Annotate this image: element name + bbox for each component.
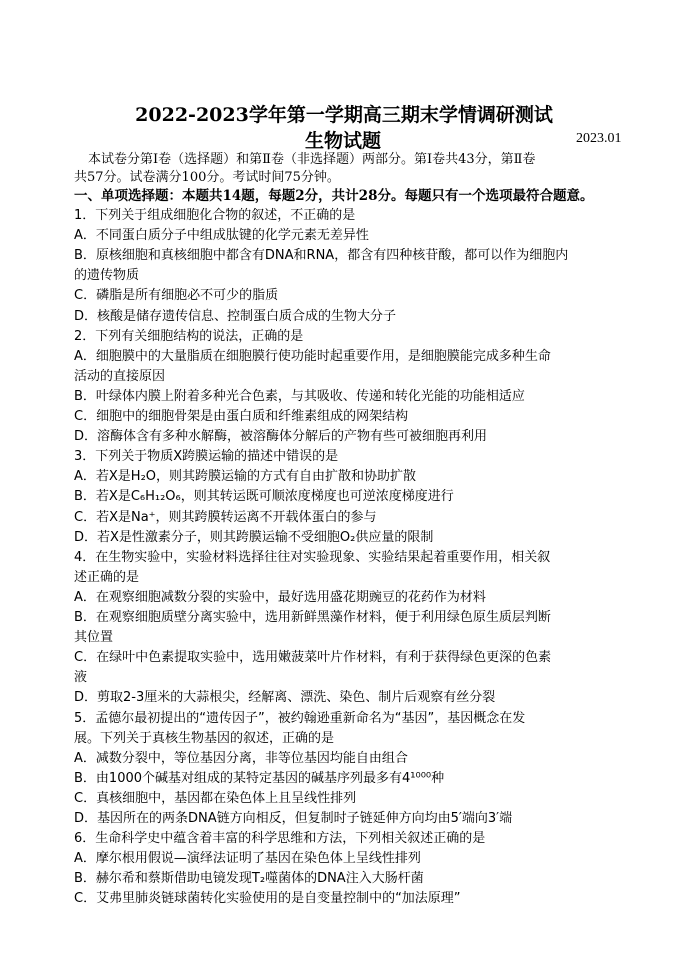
question-line: A．摩尔根用假说—演绎法证明了基因在染色体上呈线性排列 [74,851,421,867]
question-line: 展。下列关于真核生物基因的叙述，正确的是 [74,730,335,746]
question-line: D．溶酶体含有多种水解酶，被溶酶体分解后的产物有些可被细胞再利用 [74,429,488,445]
question-line: B．在观察细胞质壁分离实验中，选用新鲜黑藻作材料，便于利用绿色原生质层判断 [74,610,551,625]
question-line: 2．下列有关细胞结构的说法，正确的是 [74,328,304,344]
question-line: 述正确的是 [74,569,140,585]
question-line: A．不同蛋白质分子中组成肽键的化学元素无差异性 [74,228,369,244]
question-line: D．若X是性激素分子，则其跨膜运输不受细胞O₂供应量的限制 [74,529,434,545]
intro-line-1: 本试卷分第Ⅰ卷（选择题）和第Ⅱ卷（非选择题）两部分。第Ⅰ卷共43分，第Ⅱ卷 [88,152,536,167]
question-line: 活动的直接原因 [74,368,166,384]
question-line: D．剪取2-3厘米的大蒜根尖，经解离、漂洗、染色、制片后观察有丝分裂 [74,690,496,706]
question-line: C．若X是Na⁺，则其跨膜转运离不开载体蛋白的参与 [74,509,377,525]
question-line: B．赫尔希和蔡斯借助电镜发现T₂噬菌体的DNA注入大肠杆菌 [74,871,424,887]
question-line: C．细胞中的细胞骨架是由蛋白质和纤维素组成的网架结构 [74,409,409,424]
question-line: B．若X是C₆H₁₂O₆，则其转运既可顺浓度梯度也可逆浓度梯度进行 [74,489,454,505]
question-line: B．叶绿体内膜上附着多种光合色素，与其吸收、传递和转化光能的功能相适应 [74,388,525,404]
question-line: D．基因所在的两条DNA链方向相反，但复制时子链延伸方向均由5′端向3′端 [74,811,513,826]
section-heading: 一、单项选择题：本题共14题，每题2分，共计28分。每题只有一个选项最符合题意。 [74,188,594,204]
question-line: 的遗传物质 [74,268,140,284]
question-line: D．核酸是储存遗传信息、控制蛋白质合成的生物大分子 [74,308,397,324]
question-line: 4．在生物实验中，实验材料选择往往对实验现象、实验结果起着重要作用，相关叙 [74,549,551,565]
question-line: 5．孟德尔最初提出的“遗传因子”，被约翰逊重新命名为“基因”，基因概念在发 [74,710,526,726]
question-line: 6．生命科学史中蕴含着丰富的科学思维和方法，下列相关叙述正确的是 [74,831,486,847]
question-line: C．艾弗里肺炎链球菌转化实验使用的是自变量控制中的“加法原理” [74,891,461,907]
question-line: A．在观察细胞减数分裂的实验中，最好选用盛花期豌豆的花药作为材料 [74,589,486,605]
question-line: C．真核细胞中，基因都在染色体上且呈线性排列 [74,790,357,806]
question-line: A．若X是H₂O，则其跨膜运输的方式有自由扩散和协助扩散 [74,469,417,485]
question-line: A．细胞膜中的大量脂质在细胞膜行使功能时起重要作用，是细胞膜能完成多种生命 [74,348,551,364]
question-line: C．磷脂是所有细胞必不可少的脂质 [74,288,279,304]
question-line: 其位置 [74,630,114,646]
question-line: B．由1000个碱基对组成的某特定基因的碱基序列最多有4¹⁰⁰⁰种 [74,770,445,786]
question-line: 3．下列关于物质X跨膜运输的描述中错误的是 [74,449,339,465]
intro-line-2: 共57分。试卷满分100分。考试时间75分钟。 [74,170,340,185]
question-line: C．在绿叶中色素提取实验中，选用嫩菠菜叶片作材料，有利于获得绿色更深的色素 [74,650,552,666]
question-line: 1．下列关于组成细胞化合物的叙述，不正确的是 [74,208,356,223]
question-line: A．减数分裂中，等位基因分离，非等位基因均能自由组合 [74,750,408,766]
page-title: 2022-2023学年第一学期高三期末学情调研测试 [135,104,553,126]
page-subtitle: 生物试题 [305,130,382,152]
question-line: B．原核细胞和真核细胞中都含有DNA和RNA，都含有四种核苷酸，都可以作为细胞内 [74,248,569,264]
exam-date: 2023.01 [576,131,622,146]
question-line: 液 [74,670,88,686]
